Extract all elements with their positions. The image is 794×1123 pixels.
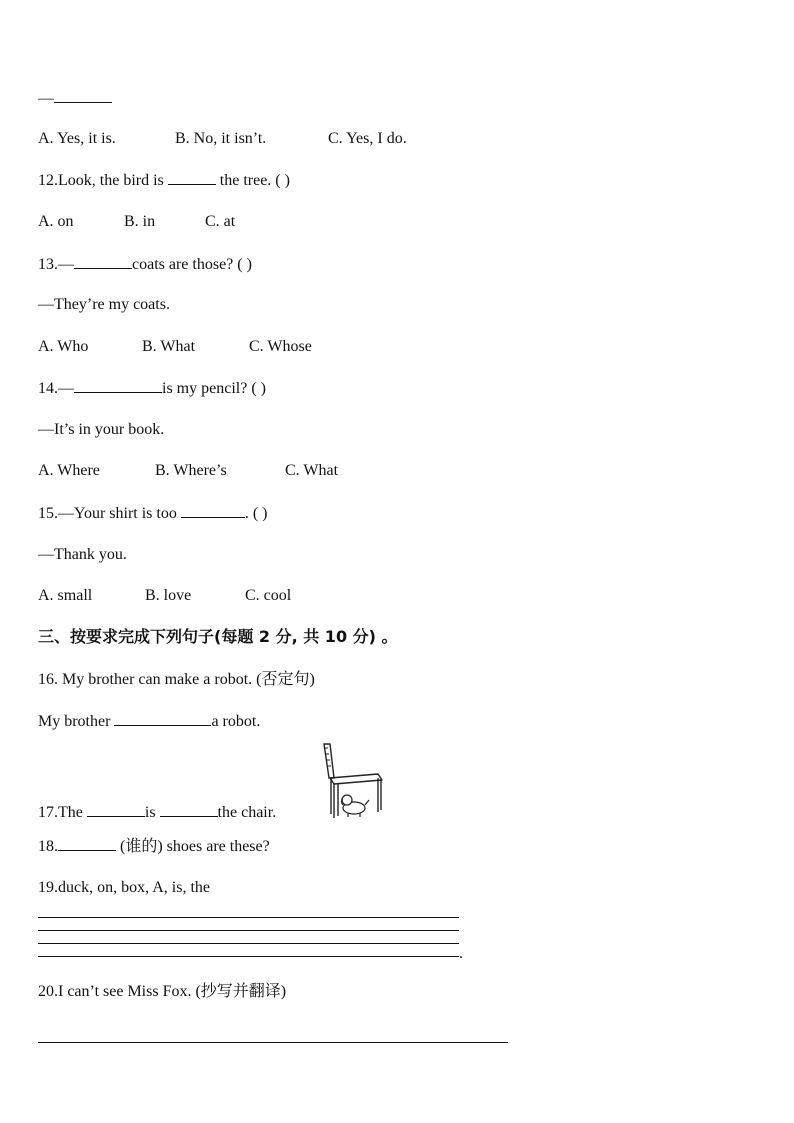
option-a[interactable]: A. on xyxy=(38,213,74,230)
sentence-text: a robot. xyxy=(211,713,261,730)
q12-question xyxy=(38,170,290,191)
option-b[interactable]: B. in xyxy=(124,213,156,230)
q11-options xyxy=(38,129,407,149)
option-a[interactable]: A. Who xyxy=(38,338,89,355)
question-text: 12.Look, the bird is xyxy=(38,172,164,189)
writing-line[interactable] xyxy=(38,943,459,944)
option-b[interactable]: B. love xyxy=(145,587,192,604)
q13-reply: —They’re my coats. xyxy=(38,296,170,313)
sentence-text: My brother xyxy=(38,713,111,730)
question-text: 17.The xyxy=(38,804,83,821)
q16-answer-line xyxy=(38,711,260,732)
option-b[interactable]: B. No, it isn’t. xyxy=(175,130,267,147)
question-text: . ( ) xyxy=(244,505,268,522)
option-a[interactable]: A. small xyxy=(38,587,93,604)
answer-blank[interactable] xyxy=(168,170,216,185)
option-c[interactable]: C. cool xyxy=(245,587,292,604)
option-c[interactable]: C. What xyxy=(285,462,339,479)
section-heading: 三、按要求完成下列句子(每题 2 分, 共 10 分) 。 xyxy=(38,627,398,646)
q20-prompt: 20.I can’t see Miss Fox. (抄写并翻译) xyxy=(38,983,287,1000)
question-text: coats are those? ( ) xyxy=(132,256,252,273)
q14-reply: —It’s in your book. xyxy=(38,421,165,438)
q18-question xyxy=(38,836,270,857)
answer-blank[interactable] xyxy=(74,378,162,393)
option-a[interactable]: A. Yes, it is. xyxy=(38,130,116,147)
dog-icon xyxy=(342,795,370,817)
q13-options xyxy=(38,337,312,357)
answer-blank[interactable] xyxy=(114,711,211,726)
writing-line[interactable] xyxy=(38,917,459,918)
question-text: 15.—Your shirt is too xyxy=(38,505,177,522)
q14-question xyxy=(38,378,266,399)
answer-blank[interactable] xyxy=(181,503,245,518)
writing-line[interactable] xyxy=(38,956,459,957)
q16-prompt: 16. My brother can make a robot. (否定句) xyxy=(38,671,315,688)
answer-blank[interactable] xyxy=(74,254,132,269)
answer-blank[interactable] xyxy=(58,836,116,851)
q13-question xyxy=(38,254,252,275)
question-text: 18. xyxy=(38,838,58,855)
writing-line[interactable] xyxy=(38,930,459,931)
option-c[interactable]: C. Whose xyxy=(249,338,312,355)
question-text: the tree. ( ) xyxy=(219,172,290,189)
q19-prompt: 19.duck, on, box, A, is, the xyxy=(38,879,210,896)
chair-with-dog-illustration xyxy=(320,742,386,820)
option-c[interactable]: C. Yes, I do. xyxy=(328,130,407,147)
sentence-end-period: . xyxy=(459,945,463,962)
option-b[interactable]: B. Where’s xyxy=(155,462,227,479)
question-text: (谁的) shoes are these? xyxy=(120,838,270,855)
q14-options xyxy=(38,461,338,481)
q15-question xyxy=(38,503,268,524)
writing-line[interactable] xyxy=(38,1042,508,1043)
q15-reply: —Thank you. xyxy=(38,546,127,563)
dash: — xyxy=(38,90,54,107)
q15-options xyxy=(38,586,291,606)
question-text: is xyxy=(144,804,156,821)
q12-options xyxy=(38,212,235,232)
question-text: 14.— xyxy=(38,380,74,397)
option-c[interactable]: C. at xyxy=(205,213,236,230)
option-b[interactable]: B. What xyxy=(142,338,196,355)
option-a[interactable]: A. Where xyxy=(38,462,100,479)
answer-blank[interactable] xyxy=(160,802,218,817)
answer-blank[interactable] xyxy=(87,802,145,817)
answer-blank[interactable] xyxy=(54,88,112,103)
q17-question xyxy=(38,802,276,823)
question-text: the chair. xyxy=(217,804,277,821)
question-text: 13.— xyxy=(38,256,74,273)
question-text: is my pencil? ( ) xyxy=(162,380,266,397)
q11-answer-line xyxy=(38,88,112,109)
